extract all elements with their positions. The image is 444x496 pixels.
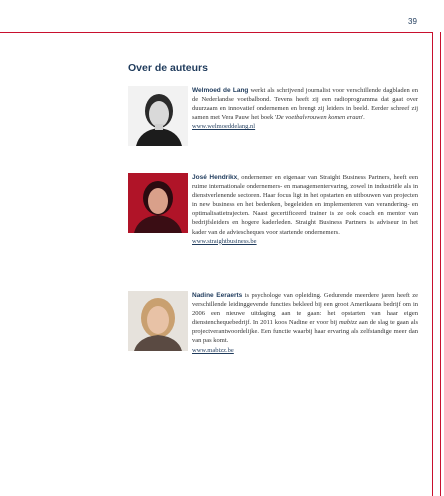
author-link-welmoed[interactable]: www.welmoeddelang.nl	[192, 123, 256, 131]
author-link-nadine[interactable]: www.mabizz.be	[192, 346, 234, 354]
author-link-jose[interactable]: www.straightbusiness.be	[192, 237, 257, 245]
page-frame-top	[0, 32, 432, 33]
author-photo-jose	[128, 173, 188, 233]
author-bio-nadine: Nadine Eeraerts is psychologe van opleiding. Gedurende meerdere jaren heeft ze verschillende leidinggevende functies bekleed bij een groot Amerikaans bedrijf om in 2006 een nieuwe uitdaging aan te gaan: het opstarten van haar eigen dienstenchequebedrijf. In 2011 koos Nadine er voor bij mabizz aan de slag te gaan als projectverantwoordelijke. Een functie waarbij haar ervaring als zelfstandige meer dan van pas komt. www.mabizz.be	[192, 292, 418, 354]
author-photo-nadine	[128, 291, 188, 351]
author-bio-welmoed: Welmoed de Lang werkt als schrijvend journalist voor verschillende dagbladen en de Nederlandse voetbalbond. Tevens heeft zij een radioprogramma dat gaat over duurzaam en innovatief ondernemen en brengt zij leiders in beeld. Eerder schreef zij samen met Vera Pauw het boek 'De voetbalvrouwen komen eraan'. www.welmoeddelang.nl	[192, 87, 419, 131]
page-frame-right-outer	[440, 32, 441, 496]
author-name-nadine: Nadine Eeraerts	[192, 292, 243, 299]
author-name-welmoed: Welmoed de Lang	[192, 87, 249, 94]
page-number: 39	[408, 17, 417, 26]
author-name-jose: José Hendrikx	[192, 174, 238, 181]
author-photo-welmoed	[128, 86, 188, 146]
author-bio-jose: José Hendrikx, ondernemer en eigenaar van Straight Business Partners, heeft een ruime internationale ondernemers- en managementervaring, zowel in industriële als in dienstverlenende sectoren. Haar focus ligt in het opstarten en uitbouwen van projecten in new business en het bedenken, begeleiden en implementeren van verandering- en optimalisatietrajecten. Naast gecertificeerd trainer is ze ook coach en mentor van bedrijfsleiders en hogere kaderleden. Straight Business Partners is adviseur in het kader van de adviescheques voor startende ondernemers. www.straightbusiness.be	[192, 174, 419, 245]
page-frame-right	[432, 32, 433, 496]
section-title: Over de auteurs	[128, 62, 208, 74]
